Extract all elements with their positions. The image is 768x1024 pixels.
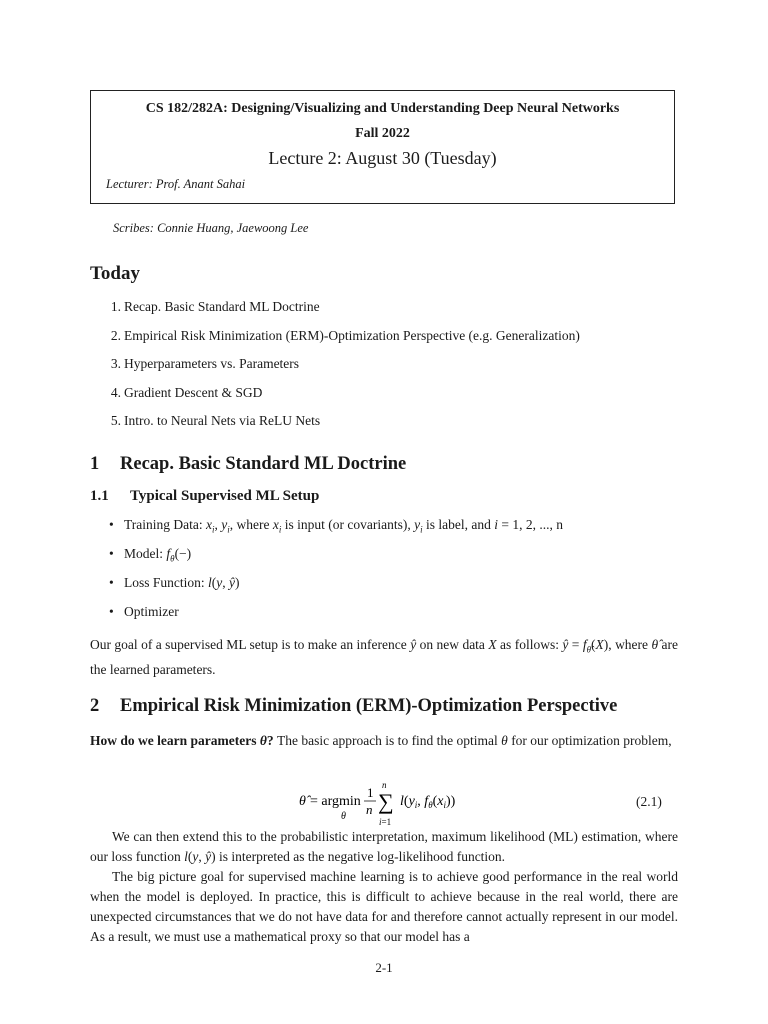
item-text: Recap. Basic Standard ML Doctrine [124,299,320,314]
svg-text:l(yi, fθ(xi)): $l(y_i$, $f_\theta(x_i)$) [400,794,456,810]
bullet-icon: • [109,517,114,532]
svg-text:n: n [366,802,373,817]
item-text: Intro. to Neural Nets via ReLU Nets [124,413,321,428]
section-number: 2 [90,696,100,716]
ml-estimation-paragraph: We can then extend this to the probabilistic interpretation, maximum likelihood (ML) estimation, where our loss function l(y, ŷ) is interpreted as the negative log-likelihood function. [90,829,678,864]
bullet-icon: • [109,575,114,590]
item-number: 3. [110,356,121,371]
bullet-icon: • [109,604,114,619]
svg-text:1: 1 [367,785,374,800]
lecture-header-box [90,90,675,204]
equation-2-1 [0,778,768,828]
erm-intro-paragraph: How do we learn parameters θ? The basic approach is to find the optimal θ for our optimization problem, [90,733,672,748]
bullet-icon: • [109,546,114,561]
scribes: Scribes: Connie Huang, Jaewoong Lee [113,221,309,235]
section-1-heading [90,454,406,475]
lecture-title: Lecture 2: August 30 (Tuesday) [268,148,497,168]
erm-equation [297,778,487,828]
big-picture-paragraph: The big picture goal for supervised machine learning is to achieve good performance in the real world when the model is deployed. In practice, this is difficult to achieve because in the real world, there are unexpected circumstances that we do not have data for and therefore cannot actually represent in our model. As a result, we must use a mathematical proxy so that our model has a [90,869,678,944]
page-number: 2-1 [375,960,393,975]
bullet-text: Training Data: $x_i$, $y_i$, where $x_i$ is input (or covariants), $y_i$ is label, and i = 1, 2, ..., n [124,517,564,535]
item-number: 1. [110,299,121,314]
bullet-text: Model: $f_\theta(-)$ [124,546,192,564]
bullet-text: Loss Function: l(y, ŷ) [124,575,240,590]
goal-paragraph: Our goal of a supervised ML setup is to make an inference ŷ on new data X as follows: ŷ = $f_{\thetâ}(X)$, where θ̂ are the learned parameters. [90,637,679,677]
item-text: Gradient Descent & SGD [124,384,263,400]
section-2-heading [90,696,617,717]
lecturer: Lecturer: Prof. Anant Sahai [106,177,246,191]
item-number: 2. [110,327,121,343]
section-number: 1 [90,454,100,474]
section-title: Recap. Basic Standard ML Doctrine [120,454,407,474]
item-text: Empirical Risk Minimization (ERM)-Optimization Perspective (e.g. Generalization) [124,327,580,343]
course-title: CS 182/282A: Designing/Visualizing and Understanding Deep Neural Networks [145,101,620,116]
subsection-title: Typical Supervised ML Setup [130,488,320,504]
item-number: 4. [110,384,121,400]
term: Fall 2022 [355,126,410,141]
svg-text:i=1: i=1 [379,817,392,827]
item-text: Hyperparameters vs. Parameters [124,356,300,371]
svg-text:∑: ∑ [378,789,394,814]
today-heading: Today [90,263,140,284]
subsection-number: 1.1 [90,488,109,504]
subsection-1-1-heading [90,488,319,505]
svg-text:= argmin: = argmin [310,794,361,809]
section-title: Empirical Risk Minimization (ERM)-Optimization Perspective [120,696,618,716]
bullet-text: Optimizer [124,604,179,619]
svg-text:n: n [382,780,387,790]
svg-text:θ: θ [341,811,346,822]
equation-number: (2.1) [636,794,662,809]
svg-text:θ̂: θ̂ [299,794,306,809]
item-number: 5. [110,413,121,428]
